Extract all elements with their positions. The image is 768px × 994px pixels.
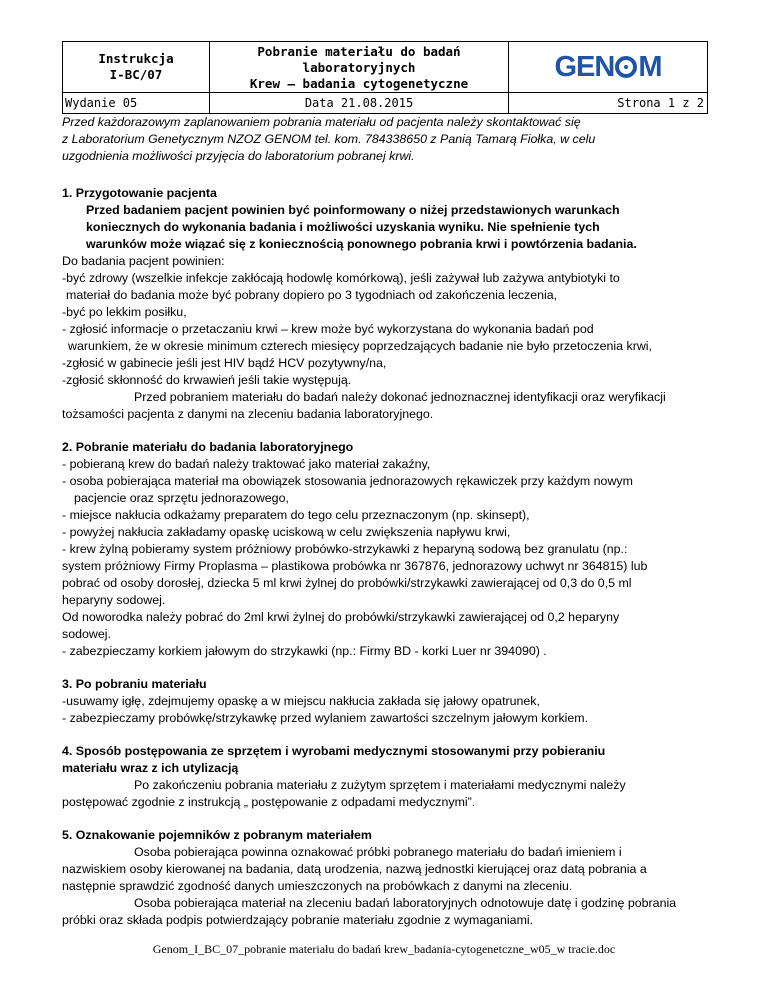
doc-title-cell [210,42,509,93]
genom-ring-icon [615,56,637,78]
section-1-title: 1. Przygotowanie pacjenta [62,186,217,200]
document-header [62,41,708,114]
doc-title-line2: laboratoryjnych [302,60,416,75]
document-body: Przed każdorazowym zaplanowaniem pobrania materiału od pacjenta należy skontaktować się z Laboratorium Genetycznym NZOZ GENOM tel. kom. 784338650 z Panią Tamarą Fiołka, w celu uzgodnienia możliwości przyjęcia do laboratorium pobranej krwi. 1. Przygotowanie pacjenta Przed badaniem pacjent powinien być poinformowany o niżej przedstawionych warunkach koniecznych do wykonania badania i możliwości uzyskania wyniku. Nie spełnienie tych warunków może wiązać się z koniecznością ponownego pobrania krwi i powtórzenia badania. Do badania pacjent powinien: -być zdrowy (wszelkie infekcje zakłócają hodowlę komórkową), jeśli zażywał lub zażywa antybiotyki to materiał do badania może być pobrany dopiero po 3 tygodniach od zakończenia leczenia, -być po lekkim posiłku, - zgłosić informacje o przetaczaniu krwi – krew może być wykorzystana do wykonania badań pod warunkiem, że w okresie minimum czterech miesięcy poprzedzających badanie nie było przetoczenia krwi, -zgłosić w gabinecie jeśli jest HIV bądź HCV pozytywny/na, -zgłosić skłonność do krwawień jeśli takie występują. Przed pobraniem materiału do badań należy dokonać jednoznacznej identyfikacji oraz weryfikacji tożsamości pacjenta z danymi na zleceniu badania laboratoryjnego. 2. Pobranie materiału do badania laboratoryjnego - pobieraną krew do badań należy traktować jako materiał zakaźny, - osoba pobierająca materiał ma obowiązek stosowania jednorazowych rękawiczek przy każdym nowym pacjencie oraz sprzętu jednorazowego, - miejsce nakłucia odkażamy preparatem do tego celu przeznaczonym (np. skinsept), - powyżej nakłucia zakładamy opaskę uciskową w celu zwiększenia napływu krwi, - krew żylną pobieramy system próżniowy probówko-strzykawki z heparyną sodową bez granulatu (np.: system próżniowy Firmy Proplasma – plastikowa probówka nr 367876, jednorazowy uchwyt nr 364815) lub pobrać od osoby dorosłej, dziecka 5 ml krwi żylnej do probówki/strzykawki zawierającej od 0,3 do 0,5 ml heparyny sodowej. Od noworodka należy pobrać do 2ml krwi żylnej do probówki/strzykawki zawierającej od 0,2 heparyny sodowej. - zabezpieczamy korkiem jałowym do strzykawki (np.: Firmy BD - korki Luer nr 394090) . 3. Po pobraniu materiału -usuwamy igłę, zdejmujemy opaskę a w miejscu nakłucia zakłada się jałowy opatrunek, - zabezpieczamy probówkę/strzykawkę przed wylaniem zawartości szczelnym jałowym korkiem. 4. Sposób postępowania ze sprzętem i wyrobami medycznymi stosowanymi przy pobieraniu materiału wraz z ich utylizacją Po zakończeniu pobrania materiału z zużytym sprzętem i materiałami medycznymi należy postępować zgodnie z instrukcją „ postępowanie z odpadami medycznymi”. 5. Oznakowanie pojemników z pobranym materiałem Osoba pobierająca powinna oznakować próbki pobranego materiału do badań imieniem i nazwiskiem osoby kierowanej na badania, datą urodzenia, nazwą jednostki kierującej oraz datą pobrania a następnie sprawdzić zgodność danych umieszczonych na probówkach z danymi na zleceniu. Osoba pobierająca materiał na zleceniu badań laboratoryjnych odnotowuje datę i godzinę pobrania próbki oraz składa podpis potwierdzający pobranie materiału zgodnie z wymaganiami. [62,110,712,929]
doc-title-line1: Pobranie materiału do badań [257,44,461,59]
genom-logo: GEN M [509,42,708,93]
doc-code: I-BC/07 [109,67,163,82]
doc-title-line3: Krew – badania cytogenetyczne [249,76,469,91]
intro-paragraph: Przed każdorazowym zaplanowaniem pobrania materiału od pacjenta należy skontaktować się z Laboratorium Genetycznym NZOZ GENOM tel. kom. 784338650 z Panią Tamarą Fiołka, w celu uzgodnienia możliwości przyjęcia do laboratorium pobranej krwi. [62,115,596,163]
section-5-title: 5. Oznakowanie pojemników z pobranym materiałem [62,828,372,842]
section-2-title: 2. Pobranie materiału do badania laboratoryjnego [62,440,354,454]
section-1-warning: Przed badaniem pacjent powinien być poinformowany o niżej przedstawionych warunkach [86,203,620,217]
page-number: Strona 1 z 2 [509,93,708,114]
section-4-title: 4. Sposób postępowania ze sprzętem i wyrobami medycznymi stosowanymi przy pobieraniu [62,744,606,758]
footer-filename: Genom_I_BC_07_pobranie materiału do badań krew_badania-cytogenetczne_w05_w tracie.doc [152,942,616,956]
doc-id-cell [63,42,210,93]
section-3-title: 3. Po pobraniu materiału [62,677,207,691]
edition: Wydanie 05 [63,93,210,114]
doc-date: Data 21.08.2015 [210,93,509,114]
doc-type: Instrukcja [98,51,174,66]
